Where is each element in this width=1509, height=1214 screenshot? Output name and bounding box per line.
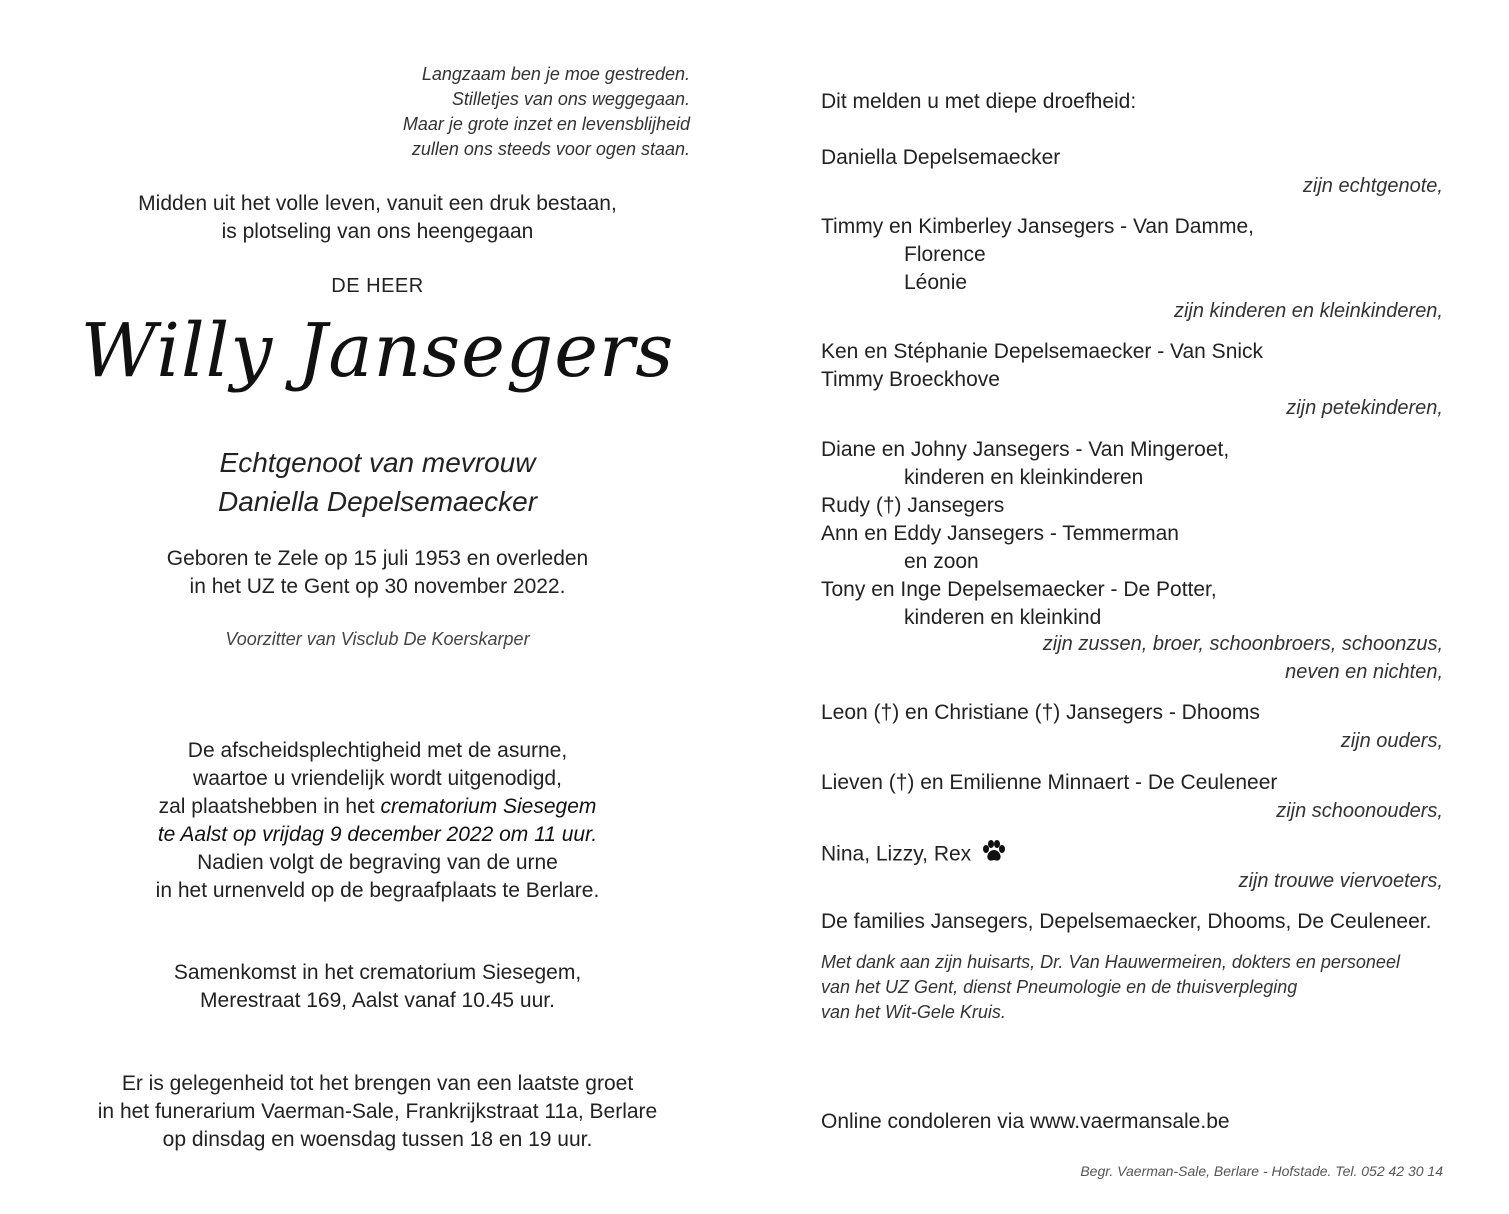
- ceremony-line: De afscheidsplechtigheid met de asurne,: [187, 739, 568, 762]
- spouse-line: Echtgenoot van mevrouw: [219, 447, 536, 478]
- children: [821, 213, 1254, 297]
- samenkomst-line: Samenkomst in het crematorium Siesegem,: [173, 961, 582, 984]
- ceremony-line: waartoe u vriendelijk wordt uitgenodigd,: [193, 767, 562, 790]
- children-relation: zijn kinderen en kleinkinderen,: [1173, 300, 1443, 322]
- thanks-line: van het Wit-Gele Kruis.: [821, 1002, 1006, 1022]
- ceremony-line: Nadien volgt de begraving van de urne: [197, 851, 558, 874]
- grandchild-entry: Léonie: [904, 271, 968, 294]
- poem-line: Langzaam ben je moe gestreden.: [421, 64, 690, 84]
- title-prefix: DE HEER: [331, 275, 424, 297]
- club-role: Voorzitter van Visclub De Koerskarper: [225, 629, 530, 649]
- poem: [180, 62, 690, 162]
- siblings-relation: [821, 630, 1443, 686]
- families: De families Jansegers, Depelsemaecker, Dhooms, De Ceuleneer.: [821, 910, 1432, 933]
- parents: Leon (†) en Christiane (†) Jansegers - Dhooms: [821, 701, 1260, 724]
- poem-line: zullen ons steeds voor ogen staan.: [411, 139, 690, 159]
- intro: [0, 190, 755, 246]
- sibling-entry: Ann en Eddy Jansegers - Temmerman: [821, 522, 1179, 545]
- viewing-line: op dinsdag en woensdag tussen 18 en 19 uur.: [162, 1128, 593, 1151]
- online-condolence: Online condoleren via www.vaermansale.be: [821, 1110, 1230, 1133]
- in-laws-relation: zijn schoonouders,: [1276, 800, 1443, 822]
- child-entry: Timmy en Kimberley Jansegers - Van Damme,: [821, 215, 1254, 238]
- thanks-line: Met dank aan zijn huisarts, Dr. Van Hauwermeiren, dokters en personeel: [821, 952, 1400, 972]
- poem-line: Maar je grote inzet en levensblijheid: [402, 114, 690, 134]
- spouse-block: [0, 443, 755, 521]
- poem-line: Stilletjes van ons weggegaan.: [451, 89, 690, 109]
- sibling-entry: Diane en Johny Jansegers - Van Mingeroet,: [821, 438, 1230, 461]
- sibling-sub: en zoon: [904, 550, 979, 573]
- samenkomst-line: Merestraat 169, Aalst vanaf 10.45 uur.: [200, 989, 555, 1012]
- ceremony: [0, 737, 755, 905]
- thanks-line: van het UZ Gent, dienst Pneumologie en de thuisverpleging: [821, 977, 1298, 997]
- intro-line: is plotseling van ons heengegaan: [221, 220, 534, 243]
- viewing-line: in het funerarium Vaerman-Sale, Frankrijkstraat 11a, Berlare: [97, 1100, 658, 1123]
- grandchild-entry: Florence: [904, 243, 986, 266]
- viewing-info: [0, 1070, 755, 1154]
- wife-relation: zijn echtgenote,: [1302, 175, 1443, 197]
- born-line: in het UZ te Gent op 30 november 2022.: [189, 575, 566, 598]
- in-laws: Lieven (†) en Emilienne Minnaert - De Ceuleneer: [821, 771, 1278, 794]
- pets-relation: zijn trouwe viervoeters,: [1238, 870, 1443, 892]
- announcement: Dit melden u met diepe droefheid:: [821, 90, 1137, 113]
- ceremony-line: [0, 793, 755, 821]
- spouse-line: Daniella Depelsemaecker: [217, 486, 538, 517]
- siblings: [821, 436, 1229, 632]
- godchild-entry: Ken en Stéphanie Depelsemaecker - Van Snick: [821, 340, 1264, 363]
- parents-relation: zijn ouders,: [1340, 730, 1443, 752]
- ceremony-datetime: te Aalst op vrijdag 9 december 2022 om 11 uur.: [157, 823, 598, 846]
- born-line: Geboren te Zele op 15 juli 1953 en overleden: [166, 547, 589, 570]
- samenkomst: [0, 959, 755, 1015]
- godchild-entry: Timmy Broeckhove: [821, 368, 1000, 391]
- birth-death: [0, 545, 755, 601]
- godchildren-relation: zijn petekinderen,: [1286, 397, 1443, 419]
- funeral-home-footer: Begr. Vaerman-Sale, Berlare - Hofstade. Tel. 052 42 30 14: [1080, 1163, 1443, 1179]
- crematorium-name: crematorium Siesegem: [380, 795, 597, 818]
- ceremony-text: zal plaatshebben in het: [158, 795, 381, 818]
- intro-line: Midden uit het volle leven, vanuit een druk bestaan,: [138, 192, 617, 215]
- deceased-name: Willy Jansegers: [80, 308, 675, 394]
- wife-name: Daniella Depelsemaecker: [821, 146, 1061, 169]
- relation-line: neven en nichten,: [1285, 661, 1443, 683]
- sibling-entry: Tony en Inge Depelsemaecker - De Potter,: [821, 578, 1217, 601]
- relation-line: zijn zussen, broer, schoonbroers, schoonzus,: [1042, 633, 1443, 655]
- thanks: [821, 950, 1400, 1025]
- sibling-entry: Rudy (†) Jansegers: [821, 494, 1005, 517]
- pets-names: Nina, Lizzy, Rex: [821, 842, 972, 866]
- sibling-sub: kinderen en kleinkind: [904, 606, 1102, 629]
- godchildren: [821, 338, 1263, 394]
- sibling-sub: kinderen en kleinkinderen: [904, 466, 1144, 489]
- viewing-line: Er is gelegenheid tot het brengen van een laatste groet: [121, 1072, 634, 1095]
- ceremony-line: in het urnenveld op de begraafplaats te Berlare.: [155, 879, 600, 902]
